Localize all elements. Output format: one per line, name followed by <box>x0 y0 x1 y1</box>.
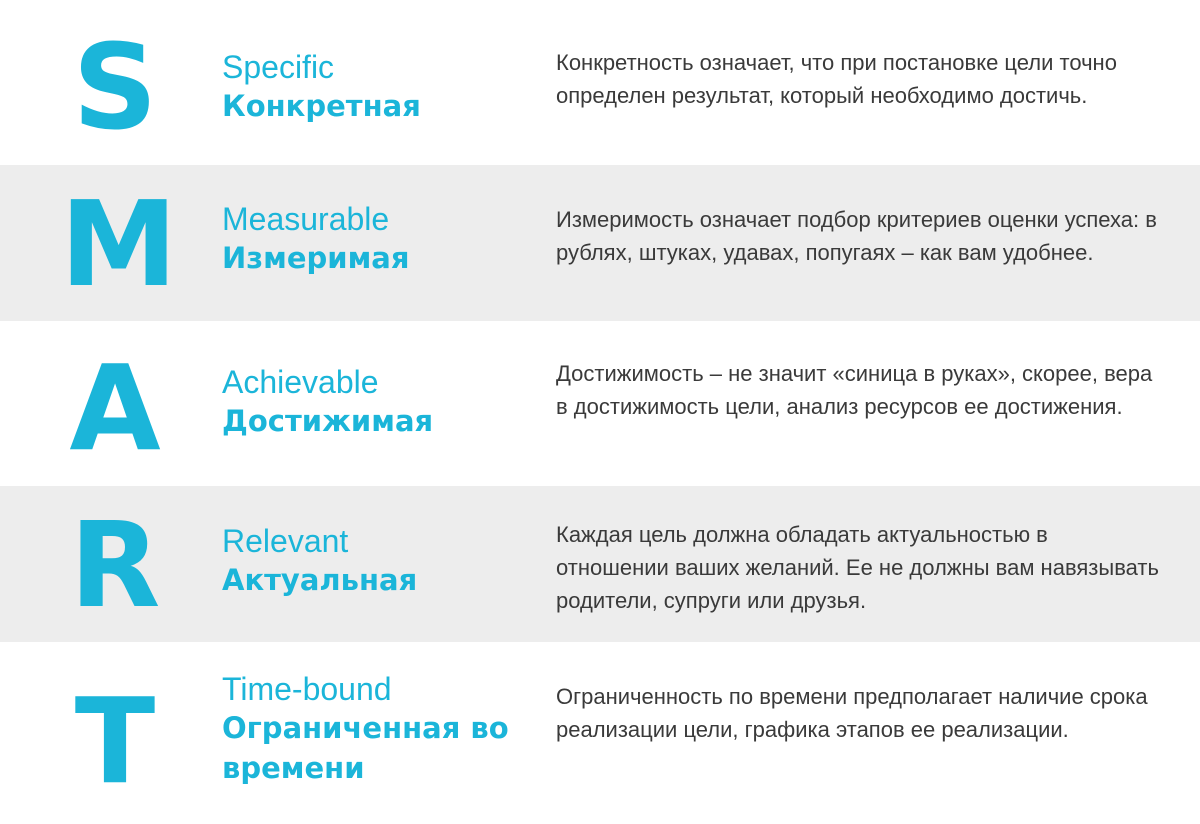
smart-row-time-bound <box>0 642 1200 824</box>
russian-title: Измеримая <box>222 241 410 275</box>
smart-row-relevant <box>0 486 1200 642</box>
russian-title: Достижимая <box>222 404 434 438</box>
russian-title: Конкретная <box>222 89 421 123</box>
letter-s: S <box>72 18 158 156</box>
english-title: Achievable <box>222 364 379 400</box>
letter-a: A <box>69 339 161 477</box>
english-title: Time-bound <box>222 671 392 707</box>
letter-t: T <box>74 672 156 810</box>
description: Ограниченность по времени предполагает наличие срока реализации цели, графика этапов ее реализации. <box>556 684 1148 742</box>
description: Каждая цель должна обладать актуальностью в отношении ваших желаний. Ее не должны вам навязывать родители, супруги или друзья. <box>556 522 1159 613</box>
english-title: Measurable <box>222 201 390 237</box>
title-block-relevant <box>222 522 532 600</box>
russian-title: Актуальная <box>222 563 418 597</box>
title-block-measurable <box>222 200 532 278</box>
description: Конкретность означает, что при постановке цели точно определен результат, который необходимо достичь. <box>556 50 1117 108</box>
description: Достижимость – не значит «синица в руках», скорее, вера в достижимость цели, анализ ресурсов ее достижения. <box>556 361 1153 419</box>
smart-row-achievable <box>0 321 1200 486</box>
english-title: Specific <box>222 49 335 85</box>
english-title: Relevant <box>222 523 349 559</box>
title-block-specific <box>222 48 532 126</box>
title-block-time-bound <box>222 670 532 788</box>
smart-row-specific <box>0 0 1200 165</box>
letter-m: M <box>60 175 178 313</box>
russian-title: Ограниченная во времени <box>222 711 509 785</box>
smart-row-measurable <box>0 165 1200 321</box>
letter-r: R <box>69 496 161 634</box>
description: Измеримость означает подбор критериев оценки успеха: в рублях, штуках, удавах, попугаях – как вам удобнее. <box>556 207 1157 265</box>
title-block-achievable <box>222 363 532 441</box>
